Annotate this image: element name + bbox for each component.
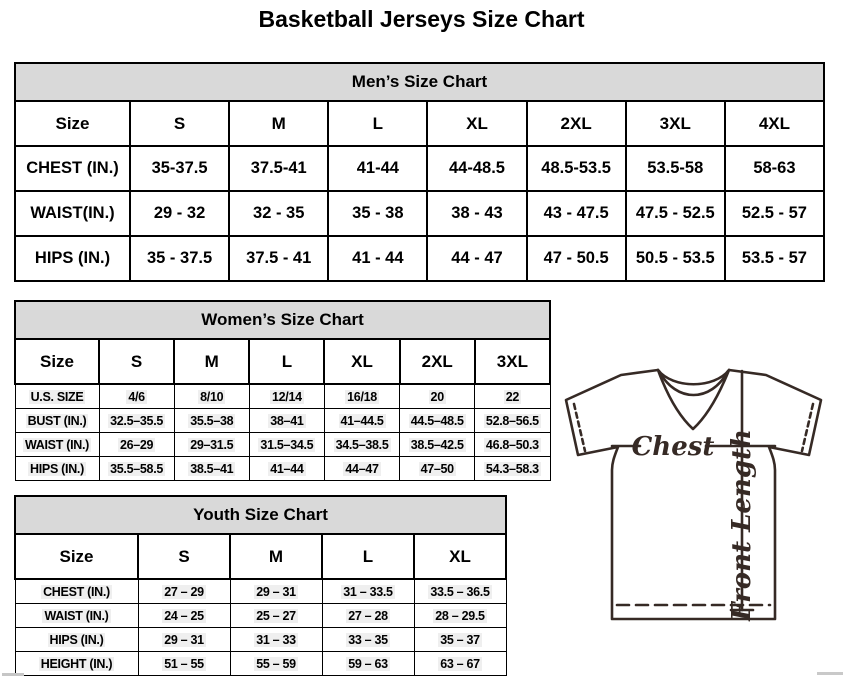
youth-chest-row bbox=[15, 579, 506, 604]
table-cell bbox=[324, 409, 399, 433]
youth-table-title: Youth Size Chart bbox=[15, 496, 506, 534]
chest-label: Chest bbox=[631, 432, 715, 462]
mens-col-xl: XL bbox=[427, 101, 526, 146]
cell-value: 38.5–41 bbox=[190, 461, 234, 476]
womens-us-size-row bbox=[15, 384, 550, 409]
youth-size-table bbox=[14, 495, 507, 676]
page-title: Basketball Jerseys Size Chart bbox=[258, 6, 585, 32]
table-cell bbox=[99, 409, 174, 433]
front-length-label: Front Length bbox=[727, 429, 757, 621]
row-label: CHEST (IN.) bbox=[15, 146, 130, 191]
womens-size-table bbox=[14, 300, 551, 481]
table-cell: 37.5-41 bbox=[229, 146, 328, 191]
cell-value: HIPS (IN.) bbox=[30, 461, 84, 476]
mens-size-table bbox=[14, 62, 825, 282]
youth-col-xl: XL bbox=[414, 534, 506, 579]
table-cell bbox=[400, 384, 475, 409]
womens-col-2xl: 2XL bbox=[400, 339, 475, 384]
row-label bbox=[15, 433, 99, 457]
table-cell: 35 - 37.5 bbox=[130, 236, 229, 281]
cell-value: 47–50 bbox=[420, 461, 454, 476]
table-cell bbox=[324, 457, 399, 481]
womens-col-s: S bbox=[99, 339, 174, 384]
cell-value: BUST (IN.) bbox=[27, 413, 87, 428]
table-cell bbox=[249, 409, 324, 433]
table-cell bbox=[99, 384, 174, 409]
row-label bbox=[15, 384, 99, 409]
table-cell bbox=[400, 457, 475, 481]
jersey-outline-drawing bbox=[557, 358, 843, 658]
cell-value: 51 – 55 bbox=[164, 656, 204, 671]
table-cell bbox=[138, 579, 230, 604]
cell-value: U.S. SIZE bbox=[30, 389, 84, 404]
table-cell bbox=[414, 628, 506, 652]
table-cell bbox=[230, 652, 322, 676]
cell-value: 34.5–38.5 bbox=[335, 437, 389, 452]
table-cell: 47 - 50.5 bbox=[527, 236, 626, 281]
row-label bbox=[15, 628, 138, 652]
womens-hips-row bbox=[15, 457, 550, 481]
cell-value: 44.5–48.5 bbox=[410, 413, 464, 428]
cell-value: 32.5–35.5 bbox=[110, 413, 164, 428]
cell-value: 59 – 63 bbox=[348, 656, 388, 671]
table-cell bbox=[174, 409, 249, 433]
table-cell bbox=[414, 579, 506, 604]
cell-value: 20 bbox=[430, 389, 444, 404]
row-label: WAIST(IN.) bbox=[15, 191, 130, 236]
table-cell: 35 - 38 bbox=[328, 191, 427, 236]
cell-value: 55 – 59 bbox=[256, 656, 296, 671]
table-cell bbox=[249, 457, 324, 481]
table-cell: 50.5 - 53.5 bbox=[626, 236, 725, 281]
table-cell bbox=[475, 457, 550, 481]
cell-value: 8/10 bbox=[200, 389, 224, 404]
cell-value: 24 – 25 bbox=[164, 608, 204, 623]
cell-value: 35.5–58.5 bbox=[110, 461, 164, 476]
cell-value: 41–44 bbox=[270, 461, 304, 476]
table-cell bbox=[400, 433, 475, 457]
mens-col-s: S bbox=[130, 101, 229, 146]
row-label bbox=[15, 652, 138, 676]
jersey-measurement-diagram bbox=[557, 358, 843, 658]
mens-col-2xl: 2XL bbox=[527, 101, 626, 146]
table-cell bbox=[138, 604, 230, 628]
cell-value: 44–47 bbox=[345, 461, 379, 476]
table-cell: 53.5-58 bbox=[626, 146, 725, 191]
table-cell bbox=[475, 384, 550, 409]
table-cell bbox=[138, 628, 230, 652]
horizontal-scrollbar-fragment-right[interactable] bbox=[817, 672, 843, 675]
table-cell bbox=[138, 652, 230, 676]
womens-col-l: L bbox=[249, 339, 324, 384]
cell-value: 33.5 – 36.5 bbox=[430, 584, 490, 599]
mens-waist-row bbox=[15, 191, 824, 236]
youth-table-header-row bbox=[15, 496, 506, 534]
mens-col-3xl: 3XL bbox=[626, 101, 725, 146]
table-cell bbox=[230, 579, 322, 604]
row-label bbox=[15, 579, 138, 604]
youth-waist-row bbox=[15, 604, 506, 628]
youth-col-s: S bbox=[138, 534, 230, 579]
mens-col-m: M bbox=[229, 101, 328, 146]
table-cell bbox=[324, 384, 399, 409]
womens-col-m: M bbox=[174, 339, 249, 384]
table-cell: 48.5-53.5 bbox=[527, 146, 626, 191]
table-cell bbox=[414, 652, 506, 676]
table-cell: 43 - 47.5 bbox=[527, 191, 626, 236]
horizontal-scrollbar-fragment-left[interactable] bbox=[2, 673, 24, 676]
youth-col-m: M bbox=[230, 534, 322, 579]
cell-value: 54.3–58.3 bbox=[485, 461, 539, 476]
table-cell: 53.5 - 57 bbox=[725, 236, 824, 281]
table-cell bbox=[230, 604, 322, 628]
womens-waist-row bbox=[15, 433, 550, 457]
table-cell bbox=[475, 433, 550, 457]
cell-value: 41–44.5 bbox=[340, 413, 384, 428]
table-cell bbox=[249, 384, 324, 409]
cell-value: WAIST (IN.) bbox=[44, 608, 109, 623]
table-cell bbox=[174, 384, 249, 409]
womens-size-header-row bbox=[15, 339, 550, 384]
row-label bbox=[15, 457, 99, 481]
row-label bbox=[15, 604, 138, 628]
cell-value: 33 – 35 bbox=[348, 632, 388, 647]
table-cell: 58-63 bbox=[725, 146, 824, 191]
mens-hips-row bbox=[15, 236, 824, 281]
table-cell bbox=[174, 433, 249, 457]
collar-band-outer-curve bbox=[658, 370, 729, 384]
table-cell bbox=[400, 409, 475, 433]
womens-table-header-row bbox=[15, 301, 550, 339]
cell-value: 46.8–50.3 bbox=[485, 437, 539, 452]
cell-value: 29–31.5 bbox=[190, 437, 234, 452]
table-cell bbox=[99, 457, 174, 481]
table-cell: 41-44 bbox=[328, 146, 427, 191]
cell-value: 31 – 33.5 bbox=[343, 584, 393, 599]
cell-value: HEIGHT (IN.) bbox=[40, 656, 113, 671]
table-cell: 29 - 32 bbox=[130, 191, 229, 236]
table-cell: 52.5 - 57 bbox=[725, 191, 824, 236]
womens-bust-row bbox=[15, 409, 550, 433]
cell-value: WAIST (IN.) bbox=[24, 437, 90, 452]
cell-value: 38–41 bbox=[270, 413, 304, 428]
table-cell: 38 - 43 bbox=[427, 191, 526, 236]
table-cell bbox=[324, 433, 399, 457]
cell-value: 28 – 29.5 bbox=[435, 608, 485, 623]
mens-size-header-row bbox=[15, 101, 824, 146]
cell-value: 26–29 bbox=[119, 437, 154, 452]
table-cell bbox=[322, 652, 414, 676]
cell-value: 27 – 29 bbox=[164, 584, 204, 599]
table-cell bbox=[322, 628, 414, 652]
row-label: HIPS (IN.) bbox=[15, 236, 130, 281]
cell-value: CHEST (IN.) bbox=[43, 584, 110, 599]
table-cell bbox=[230, 628, 322, 652]
womens-table-title: Women’s Size Chart bbox=[15, 301, 550, 339]
mens-size-label: Size bbox=[15, 101, 130, 146]
womens-col-3xl: 3XL bbox=[475, 339, 550, 384]
cell-value: 16/18 bbox=[347, 389, 377, 404]
cell-value: 29 – 31 bbox=[256, 584, 296, 599]
cell-value: 63 – 67 bbox=[440, 656, 480, 671]
table-cell: 44-48.5 bbox=[427, 146, 526, 191]
table-cell: 32 - 35 bbox=[229, 191, 328, 236]
table-cell: 47.5 - 52.5 bbox=[626, 191, 725, 236]
table-cell: 41 - 44 bbox=[328, 236, 427, 281]
mens-chest-row bbox=[15, 146, 824, 191]
youth-col-l: L bbox=[322, 534, 414, 579]
row-label bbox=[15, 409, 99, 433]
cell-value: 27 – 28 bbox=[348, 608, 388, 623]
cell-value: 52.8–56.5 bbox=[485, 413, 539, 428]
cell-value: 4/6 bbox=[128, 389, 145, 404]
youth-size-header-row bbox=[15, 534, 506, 579]
womens-col-xl: XL bbox=[324, 339, 399, 384]
youth-size-label: Size bbox=[15, 534, 138, 579]
table-cell bbox=[322, 604, 414, 628]
cell-value: 12/14 bbox=[272, 389, 302, 404]
table-cell bbox=[249, 433, 324, 457]
table-cell: 37.5 - 41 bbox=[229, 236, 328, 281]
table-cell: 44 - 47 bbox=[427, 236, 526, 281]
youth-height-row bbox=[15, 652, 506, 676]
table-cell bbox=[475, 409, 550, 433]
cell-value: 29 – 31 bbox=[164, 632, 204, 647]
mens-col-l: L bbox=[328, 101, 427, 146]
table-cell bbox=[322, 579, 414, 604]
cell-value: 38.5–42.5 bbox=[410, 437, 464, 452]
cell-value: 35 – 37 bbox=[440, 632, 480, 647]
cell-value: 31.5–34.5 bbox=[260, 437, 314, 452]
mens-table-header-row bbox=[15, 63, 824, 101]
cell-value: HIPS (IN.) bbox=[49, 632, 104, 647]
mens-table-title: Men’s Size Chart bbox=[15, 63, 824, 101]
table-cell: 35-37.5 bbox=[130, 146, 229, 191]
jersey-body-outline bbox=[566, 370, 821, 619]
youth-hips-row bbox=[15, 628, 506, 652]
womens-size-label: Size bbox=[15, 339, 99, 384]
cell-value: 35.5–38 bbox=[190, 413, 234, 428]
table-cell bbox=[414, 604, 506, 628]
cell-value: 25 – 27 bbox=[256, 608, 296, 623]
table-cell bbox=[99, 433, 174, 457]
table-cell bbox=[174, 457, 249, 481]
cell-value: 22 bbox=[505, 389, 520, 404]
cell-value: 31 – 33 bbox=[256, 632, 296, 647]
mens-col-4xl: 4XL bbox=[725, 101, 824, 146]
